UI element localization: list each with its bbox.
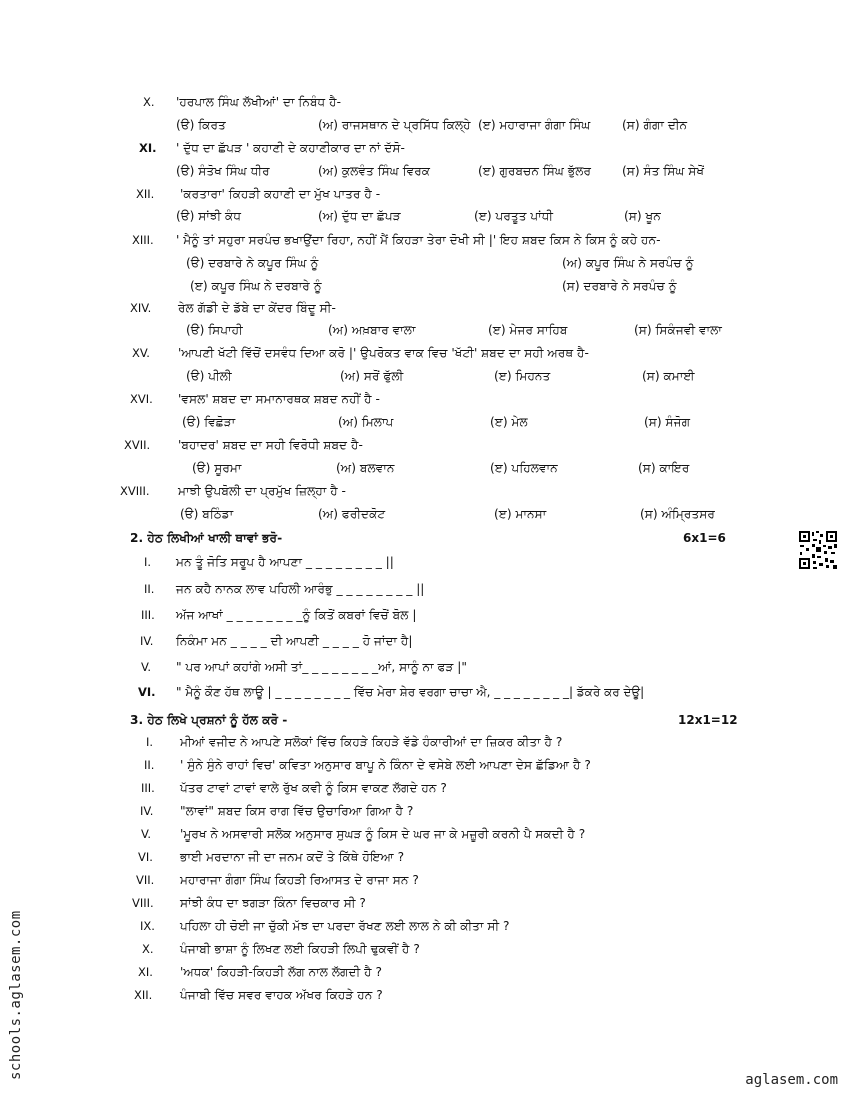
option-a: (ੳ) ਵਿਛੋੜਾ bbox=[182, 415, 236, 429]
question-number: XVIII. bbox=[120, 484, 150, 498]
option-d: (ਸ) ਸੰਜੋਗ bbox=[644, 415, 691, 429]
option-c: (ੲ) ਕਪੂਰ ਸਿੰਘ ਨੇ ਦਰਬਾਰੇ ਨੂੰ bbox=[190, 279, 322, 293]
question-text: ਭਾਈ ਮਰਦਾਨਾ ਜੀ ਦਾ ਜਨਮ ਕਦੋਂ ਤੇ ਕਿੱਥੇ ਹੋਇਆ ? bbox=[180, 850, 405, 864]
question-number: XV. bbox=[132, 346, 150, 360]
question-number: XI. bbox=[139, 141, 157, 155]
question-text: ਮਹਾਰਾਜਾ ਗੰਗਾ ਸਿੰਘ ਕਿਹੜੀ ਰਿਆਸਤ ਦੇ ਰਾਜਾ ਸਨ ? bbox=[180, 873, 419, 887]
question-text: ' ਦੁੱਧ ਦਾ ਛੱਪੜ ' ਕਹਾਣੀ ਦੇ ਕਹਾਣੀਕਾਰ ਦਾ ਨਾਂ ਦੱਸੋ- bbox=[176, 141, 405, 155]
question-text: ਸਾਂਝੀ ਕੰਧ ਦਾ ਝਗੜਾ ਕਿੰਨਾ ਵਿਚਕਾਰ ਸੀ ? bbox=[180, 896, 366, 910]
section-heading: 3. ਹੇਠ ਲਿਖੇ ਪ੍ਰਸ਼ਨਾਂ ਨੂੰ ਹੱਲ ਕਰੋ - bbox=[130, 713, 288, 727]
question-number: V. bbox=[141, 827, 152, 841]
question-text: 'ਬਹਾਦਰ' ਸ਼ਬਦ ਦਾ ਸਹੀ ਵਿਰੋਧੀ ਸ਼ਬਦ ਹੈ- bbox=[178, 438, 363, 452]
option-a: (ੳ) ਕਿਰਤ bbox=[176, 118, 226, 132]
question-text: 'ਆਪਣੀ ਖੱਟੀ ਵਿੱਚੋਂ ਦਸਵੰਧ ਦਿਆ ਕਰੋ |' ਉਪਰੋਕਤ ਵਾਕ ਵਿਚ 'ਖੱਟੀ' ਸ਼ਬਦ ਦਾ ਸਹੀ ਅਰਥ ਹੈ- bbox=[178, 346, 589, 360]
question-number: X. bbox=[143, 95, 155, 109]
option-a: (ੳ) ਬਠਿੰਡਾ bbox=[180, 507, 234, 521]
option-b: (ਅ) ਅਖ਼ਬਾਰ ਵਾਲਾ bbox=[328, 323, 416, 337]
question-text: ਮਾਝੀ ਉਪਬੋਲੀ ਦਾ ਪ੍ਰਮੁੱਖ ਜ਼ਿਲ੍ਹਾ ਹੈ - bbox=[178, 484, 346, 498]
question-number: XI. bbox=[138, 965, 153, 979]
question-number: IV. bbox=[140, 804, 154, 818]
option-b: (ਅ) ਬਲਵਾਨ bbox=[336, 461, 395, 475]
blank-number: III. bbox=[141, 608, 155, 622]
option-d: (ਸ) ਗੰਗਾ ਦੀਨ bbox=[622, 118, 688, 132]
question-text: 'ਵਸਲ' ਸ਼ਬਦ ਦਾ ਸਮਾਨਾਰਥਕ ਸ਼ਬਦ ਨਹੀਂ ਹੈ - bbox=[178, 392, 380, 406]
blank-number: IV. bbox=[140, 634, 154, 648]
question-number: IX. bbox=[140, 919, 155, 933]
question-text: ਪਹਿਲਾ ਹੀ ਚੋਈ ਜਾ ਚੁੱਕੀ ਮੱਝ ਦਾ ਪਰਦਾ ਰੱਖਣ ਲਈ ਲਾਲ ਨੇ ਕੀ ਕੀਤਾ ਸੀ ? bbox=[180, 919, 510, 933]
section-heading: 2. ਹੇਠ ਲਿਖੀਆਂ ਖਾਲੀ ਥਾਵਾਂ ਭਰੋ- bbox=[130, 531, 283, 545]
qr-code-icon bbox=[798, 530, 838, 570]
blank-text: ਨਿਕੰਮਾ ਮਨ _ _ _ _ ਦੀ ਆਪਣੀ _ _ _ _ ਹੋ ਜਾਂਦਾ ਹੈ| bbox=[176, 634, 413, 648]
option-c: (ੲ) ਮੇਜਰ ਸਾਹਿਬ bbox=[488, 323, 568, 337]
blank-number: V. bbox=[141, 660, 152, 674]
question-number: X. bbox=[142, 942, 154, 956]
question-number: XVI. bbox=[130, 392, 153, 406]
question-text: 'ਮੂਰਖ ਨੇ ਅਸਵਾਰੀ ਸਲੋਕ ਅਨੁਸਾਰ ਸੁਘੜ ਨੂੰ ਕਿਸ ਦੇ ਘਰ ਜਾ ਕੇ ਮਜ਼ੂਰੀ ਕਰਨੀ ਪੈ ਸਕਦੀ ਹੈ ? bbox=[180, 827, 586, 841]
option-b: (ਅ) ਰਾਜਸਥਾਨ ਦੇ ਪ੍ਰਸਿੱਧ ਕਿਲ੍ਹੇ bbox=[318, 118, 471, 132]
option-c: (ੲ) ਗੁਰਬਚਨ ਸਿੰਘ ਭੁੱਲਰ bbox=[478, 164, 592, 178]
blank-text: ਮਨ ਤੂੰ ਜੋਤਿ ਸਰੂਪ ਹੈ ਆਪਣਾ _ _ _ _ _ _ _ _ || bbox=[176, 555, 394, 569]
option-c: (ੲ) ਮਾਨਸਾ bbox=[494, 507, 547, 521]
question-number: III. bbox=[141, 781, 155, 795]
section-marks: 6x1=6 bbox=[683, 531, 726, 545]
question-number: XIII. bbox=[132, 233, 154, 247]
question-text: ਰੇਲ ਗੱਡੀ ਦੇ ਡੱਬੇ ਦਾ ਕੇਂਦਰ ਬਿੰਦੂ ਸੀ- bbox=[178, 301, 336, 315]
question-number: XII. bbox=[136, 187, 155, 201]
question-text: 'ਕਰਤਾਰਾ' ਕਿਹੜੀ ਕਹਾਣੀ ਦਾ ਮੁੱਖ ਪਾਤਰ ਹੈ - bbox=[180, 187, 381, 201]
option-b: (ਅ) ਕਪੂਰ ਸਿੰਘ ਨੇ ਸਰਪੰਚ ਨੂੰ bbox=[562, 256, 694, 270]
blank-number: I. bbox=[144, 555, 152, 569]
blank-text: ਅੱਜ ਆਖਾਂ _ _ _ _ _ _ _ _ਨੂੰ ਕਿਤੋਂ ਕਬਰਾਂ ਵਿਚੋਂ ਬੋਲ | bbox=[176, 608, 417, 622]
option-b: (ਅ) ਸਰੋਂ ਫੁੱਲੀ bbox=[340, 369, 404, 383]
option-c: (ੲ) ਮਹਾਰਾਜਾ ਗੰਗਾ ਸਿੰਘ bbox=[478, 118, 591, 132]
option-a: (ੳ) ਪੀਲੀ bbox=[186, 369, 232, 383]
question-number: XIV. bbox=[130, 301, 152, 315]
question-number: I. bbox=[146, 735, 154, 749]
question-number: II. bbox=[144, 758, 155, 772]
option-c: (ੲ) ਮੇਲ bbox=[490, 415, 528, 429]
option-c: (ੲ) ਪਹਿਲਵਾਨ bbox=[490, 461, 558, 475]
option-b: (ਅ) ਕੁਲਵੰਤ ਸਿੰਘ ਵਿਰਕ bbox=[318, 164, 431, 178]
blank-number: VI. bbox=[138, 685, 156, 699]
side-watermark: schools.aglasem.com bbox=[8, 910, 24, 1080]
blank-text: " ਪਰ ਆਪਾਂ ਕਹਾਂਗੇ ਅਸੀ ਤਾਂ_ _ _ _ _ _ _ _ਆਂ, ਸਾਨੂੰ ਨਾ ਫੜ |" bbox=[176, 660, 467, 674]
option-d: (ਸ) ਕਮਾਈ bbox=[642, 369, 695, 383]
question-text: 'ਅਧਕ' ਕਿਹੜੀ-ਕਿਹੜੀ ਲੱਗ ਨਾਲ ਲੱਗਦੀ ਹੈ ? bbox=[180, 965, 382, 979]
option-d: (ਸ) ਕਾਇਰ bbox=[638, 461, 690, 475]
option-a: (ੳ) ਸੰਤੋਖ ਸਿੰਘ ਧੀਰ bbox=[176, 164, 270, 178]
question-number: VI. bbox=[138, 850, 153, 864]
section-marks: 12x1=12 bbox=[678, 713, 738, 727]
blank-text: " ਮੈਨੂੰ ਕੌਣ ਹੱਥ ਲਾਊ | _ _ _ _ _ _ _ _ ਵਿੱਚ ਮੇਰਾ ਸ਼ੇਰ ਵਰਗਾ ਚਾਚਾ ਐ, _ _ _ _ _ _ _ _| ਡੱਕਰੇ ਕਰ ਦੇਊ| bbox=[176, 685, 645, 699]
question-text: ਪੱਤਰ ਟਾਵਾਂ ਟਾਵਾਂ ਵਾਲੇ ਰੁੱਖ ਕਵੀ ਨੂੰ ਕਿਸ ਵਾਕਣ ਲੱਗਦੇ ਹਨ ? bbox=[180, 781, 447, 795]
option-c: (ੲ) ਮਿਹਨਤ bbox=[494, 369, 551, 383]
option-a: (ੳ) ਸਿਪਾਹੀ bbox=[186, 323, 243, 337]
question-number: VIII. bbox=[132, 896, 154, 910]
question-text: ਪੰਜਾਬੀ ਵਿੱਚ ਸਵਰ ਵਾਹਕ ਅੱਖਰ ਕਿਹੜੇ ਹਨ ? bbox=[180, 988, 383, 1002]
question-text: ' ਸੁੰਨੇ ਸੁੰਨੇ ਰਾਹਾਂ ਵਿਚ' ਕਵਿਤਾ ਅਨੁਸਾਰ ਬਾਪੂ ਨੇ ਕਿੰਨਾ ਦੇ ਵਸੇਬੇ ਲਈ ਆਪਣਾ ਦੇਸ ਛੱਡਿਆ ਹੈ ? bbox=[180, 758, 591, 772]
option-c: (ੲ) ਪਰਤੂਤ ਪਾਂਧੀ bbox=[474, 209, 554, 223]
option-b: (ਅ) ਫਰੀਦਕੋਟ bbox=[318, 507, 386, 521]
question-text: ' ਮੈਨੂੰ ਤਾਂ ਸਹੁਰਾ ਸਰਪੰਚ ਭਖਾਉਂਦਾ ਰਿਹਾ, ਨਹੀਂ ਮੈਂ ਕਿਹੜਾ ਤੇਰਾ ਦੋਖੀ ਸੀ |' ਇਹ ਸ਼ਬਦ ਕਿਸ ਨੇ ਕਿਸ ਨੂੰ ਕਹੇ ਹਨ- bbox=[176, 233, 661, 247]
option-d: (ਸ) ਸੰਤ ਸਿੰਘ ਸੇਖੋਂ bbox=[622, 164, 705, 178]
question-number: VII. bbox=[136, 873, 155, 887]
option-a: (ੳ) ਦਰਬਾਰੇ ਨੇ ਕਪੂਰ ਸਿੰਘ ਨੂੰ bbox=[186, 256, 319, 270]
question-number: XVII. bbox=[124, 438, 151, 452]
question-number: XII. bbox=[134, 988, 153, 1002]
blank-text: ਜਨ ਕਹੈ ਨਾਨਕ ਲਾਵ ਪਹਿਲੀ ਆਰੰਭੁ _ _ _ _ _ _ _ _ || bbox=[176, 582, 425, 596]
option-d: (ਸ) ਖੂਨ bbox=[624, 209, 661, 223]
question-text: 'ਹਰਪਾਲ ਸਿੰਘ ਲੱਖੀਆਂ' ਦਾ ਨਿਬੰਧ ਹੈ- bbox=[176, 95, 341, 109]
option-a: (ੳ) ਸੂਰਮਾ bbox=[192, 461, 242, 475]
option-d: (ਸ) ਸਿਕੰਜਵੀ ਵਾਲਾ bbox=[634, 323, 722, 337]
question-text: "ਲਾਵਾਂ" ਸ਼ਬਦ ਕਿਸ ਰਾਗ ਵਿੱਚ ਉਚਾਰਿਆ ਗਿਆ ਹੈ ? bbox=[180, 804, 414, 818]
question-text: ਪੰਜਾਬੀ ਭਾਸ਼ਾ ਨੂੰ ਲਿਖਣ ਲਈ ਕਿਹੜੀ ਲਿਪੀ ਢੁਕਵੀਂ ਹੈ ? bbox=[180, 942, 420, 956]
blank-number: II. bbox=[144, 582, 155, 596]
option-b: (ਅ) ਮਿਲਾਪ bbox=[338, 415, 394, 429]
option-d: (ਸ) ਦਰਬਾਰੇ ਨੇ ਸਰਪੰਚ ਨੂੰ bbox=[562, 279, 677, 293]
option-a: (ੳ) ਸਾਂਝੀ ਕੰਧ bbox=[176, 209, 241, 223]
option-d: (ਸ) ਅੰਮ੍ਰਿਤਸਰ bbox=[640, 507, 715, 521]
bottom-watermark: aglasem.com bbox=[745, 1072, 838, 1088]
option-b: (ਅ) ਦੁੱਧ ਦਾ ਛੱਪੜ bbox=[318, 209, 401, 223]
question-text: ਮੀਆਂ ਵਜੀਦ ਨੇ ਆਪਣੇ ਸਲੋਕਾਂ ਵਿੱਚ ਕਿਹੜੇ ਕਿਹੜੇ ਵੱਡੇ ਹੰਕਾਰੀਆਂ ਦਾ ਜ਼ਿਕਰ ਕੀਤਾ ਹੈ ? bbox=[180, 735, 563, 749]
